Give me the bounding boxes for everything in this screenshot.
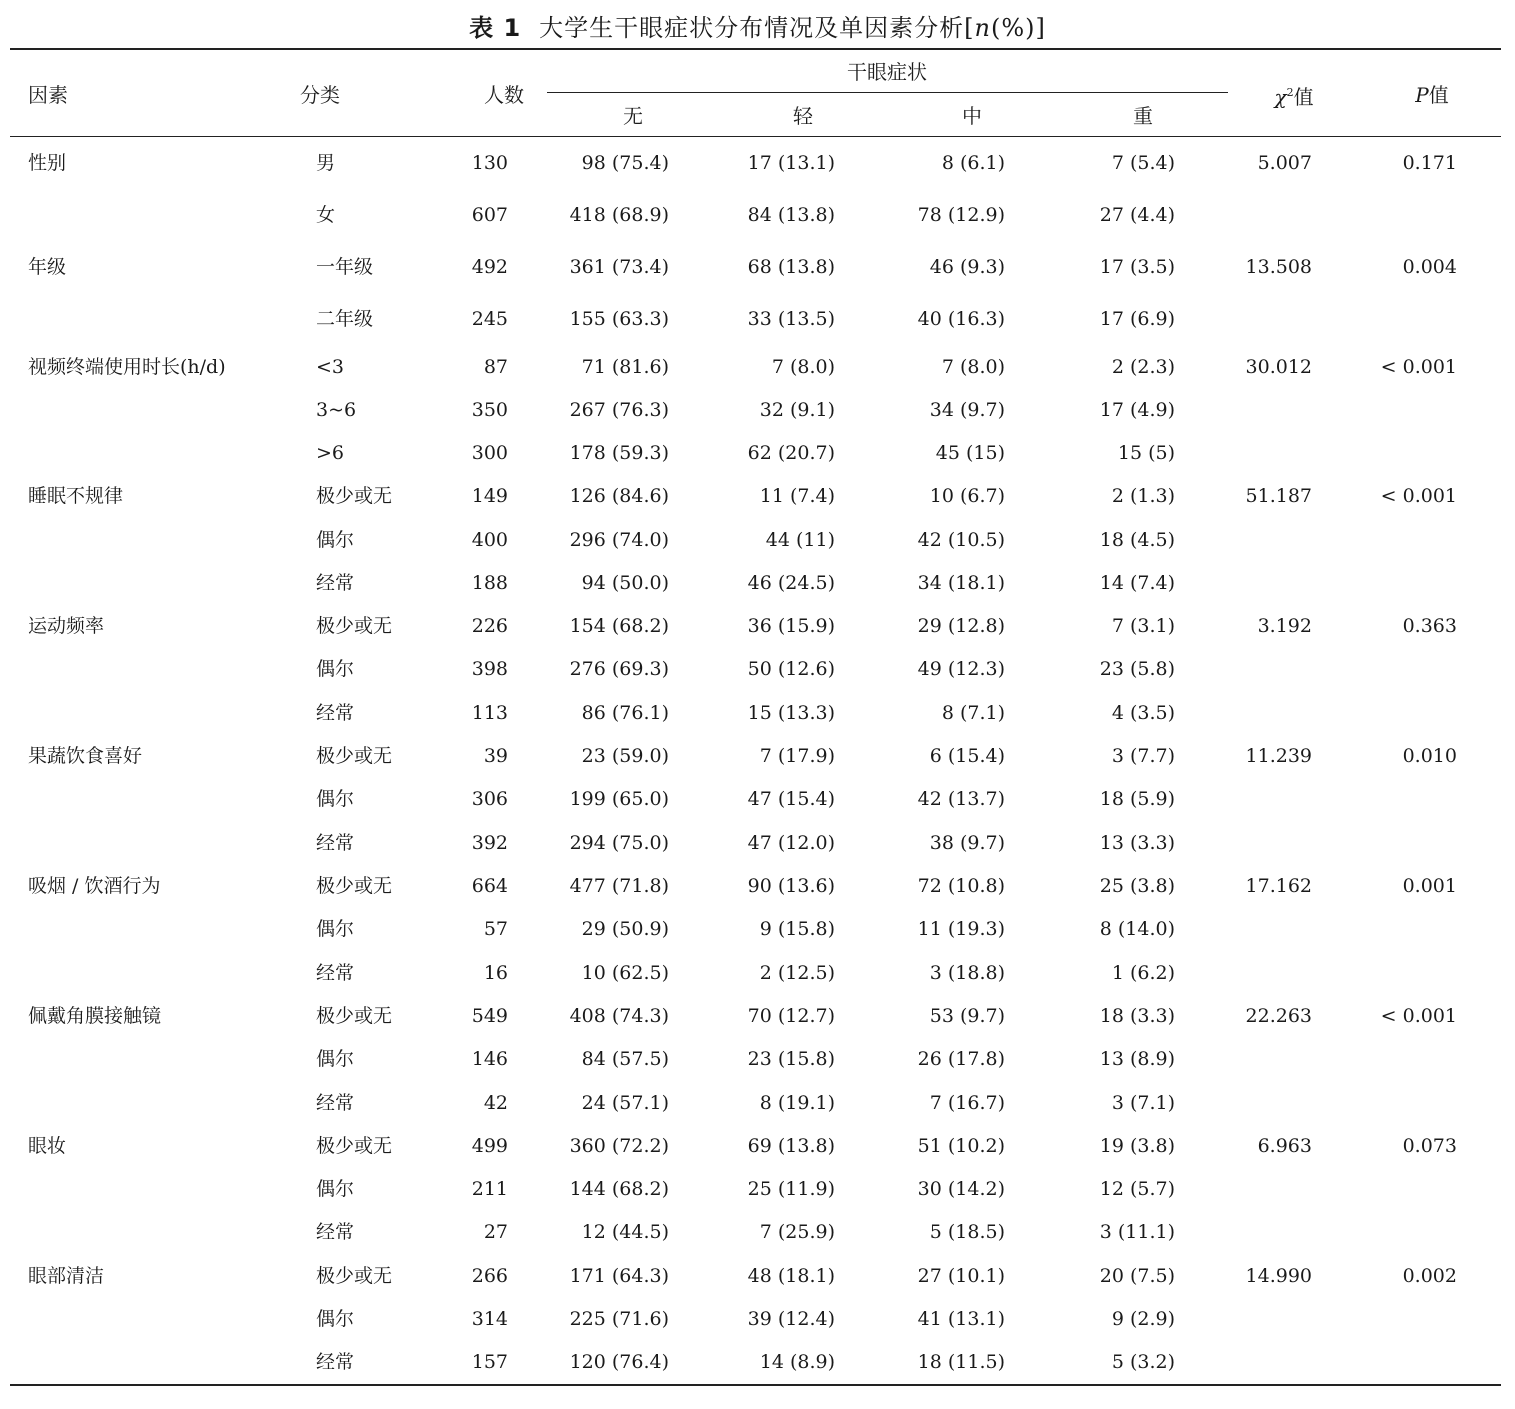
cell-mild: 44 (11) <box>765 529 835 551</box>
cell-mild: 68 (13.8) <box>747 256 835 278</box>
cell-mild: 48 (18.1) <box>747 1265 835 1287</box>
cell-moderate: 5 (18.5) <box>929 1221 1005 1243</box>
cell-count: 16 <box>483 962 508 984</box>
cell-moderate: 8 (6.1) <box>941 152 1005 174</box>
cell-severe: 27 (4.4) <box>1099 204 1175 226</box>
cell-none: 86 (76.1) <box>581 702 669 724</box>
cell-moderate: 78 (12.9) <box>917 204 1005 226</box>
cell-p: 0.171 <box>1402 152 1457 174</box>
cell-mild: 7 (25.9) <box>759 1221 835 1243</box>
bottom-rule <box>10 1384 1501 1386</box>
cell-severe: 23 (5.8) <box>1099 658 1175 680</box>
cell-none: 84 (57.5) <box>581 1048 669 1070</box>
cell-count: 226 <box>471 615 508 637</box>
cell-none: 144 (68.2) <box>569 1178 669 1200</box>
cell-category: 经常 <box>316 702 355 724</box>
cell-none: 98 (75.4) <box>581 152 669 174</box>
cell-chi2: 30.012 <box>1245 356 1312 378</box>
cell-severe: 20 (7.5) <box>1099 1265 1175 1287</box>
cell-none: 267 (76.3) <box>569 399 669 421</box>
cell-severe: 19 (3.8) <box>1099 1135 1175 1157</box>
cell-mild: 69 (13.8) <box>747 1135 835 1157</box>
cell-severe: 13 (8.9) <box>1099 1048 1175 1070</box>
cell-category: 偶尔 <box>316 529 355 551</box>
cell-moderate: 26 (17.8) <box>917 1048 1005 1070</box>
cell-none: 120 (76.4) <box>569 1351 669 1373</box>
cell-severe: 3 (11.1) <box>1099 1221 1175 1243</box>
cell-p: < 0.001 <box>1380 356 1457 378</box>
cell-count: 211 <box>471 1178 508 1200</box>
cell-severe: 17 (4.9) <box>1099 399 1175 421</box>
cell-category: 经常 <box>316 1092 355 1114</box>
header-rule <box>10 136 1501 137</box>
cell-moderate: 8 (7.1) <box>941 702 1005 724</box>
header-none: 无 <box>623 104 643 128</box>
cell-count: 42 <box>483 1092 508 1114</box>
cell-severe: 8 (14.0) <box>1099 918 1175 940</box>
cell-chi2: 17.162 <box>1245 875 1312 897</box>
cell-category: 极少或无 <box>316 1265 393 1287</box>
chi-sup: 2 <box>1286 86 1294 100</box>
cell-none: 94 (50.0) <box>581 572 669 594</box>
cell-count: 146 <box>471 1048 508 1070</box>
cell-mild: 25 (11.9) <box>747 1178 835 1200</box>
cell-factor: 运动频率 <box>28 615 105 637</box>
cell-p: 0.004 <box>1402 256 1457 278</box>
cell-category: 偶尔 <box>316 1178 355 1200</box>
table-number: 表 1 <box>469 14 522 42</box>
cell-factor: 果蔬饮食喜好 <box>28 745 143 767</box>
cell-none: 171 (64.3) <box>569 1265 669 1287</box>
cell-severe: 2 (1.3) <box>1111 485 1175 507</box>
cell-category: 偶尔 <box>316 658 355 680</box>
cell-none: 225 (71.6) <box>569 1308 669 1330</box>
cell-moderate: 40 (16.3) <box>917 308 1005 330</box>
cell-category: 女 <box>316 204 336 226</box>
cell-none: 296 (74.0) <box>569 529 669 551</box>
cell-moderate: 27 (10.1) <box>917 1265 1005 1287</box>
cell-chi2: 13.508 <box>1245 256 1312 278</box>
cell-none: 408 (74.3) <box>569 1005 669 1027</box>
cell-none: 361 (73.4) <box>569 256 669 278</box>
cell-count: 400 <box>471 529 508 551</box>
cell-moderate: 46 (9.3) <box>929 256 1005 278</box>
cell-category: >6 <box>316 442 345 464</box>
cell-category: 一年级 <box>316 256 374 278</box>
cell-count: 392 <box>471 832 508 854</box>
cell-mild: 32 (9.1) <box>759 399 835 421</box>
cell-severe: 17 (3.5) <box>1099 256 1175 278</box>
cell-p: 0.073 <box>1402 1135 1457 1157</box>
cell-count: 149 <box>471 485 508 507</box>
cell-count: 266 <box>471 1265 508 1287</box>
cell-factor: 性别 <box>28 152 67 174</box>
cell-mild: 62 (20.7) <box>747 442 835 464</box>
cell-severe: 25 (3.8) <box>1099 875 1175 897</box>
cell-severe: 4 (3.5) <box>1111 702 1175 724</box>
cell-chi2: 51.187 <box>1245 485 1312 507</box>
cell-p: 0.001 <box>1402 875 1457 897</box>
cell-count: 664 <box>471 875 508 897</box>
header-severe: 重 <box>1133 104 1153 128</box>
cell-moderate: 72 (10.8) <box>917 875 1005 897</box>
cell-category: 极少或无 <box>316 485 393 507</box>
cell-count: 499 <box>471 1135 508 1157</box>
cell-moderate: 51 (10.2) <box>917 1135 1005 1157</box>
cell-moderate: 7 (8.0) <box>941 356 1005 378</box>
cell-severe: 18 (4.5) <box>1099 529 1175 551</box>
cell-category: 极少或无 <box>316 745 393 767</box>
header-category: 分类 <box>300 83 340 107</box>
cell-mild: 11 (7.4) <box>759 485 835 507</box>
cell-severe: 1 (6.2) <box>1111 962 1175 984</box>
cell-mild: 9 (15.8) <box>759 918 835 940</box>
cell-moderate: 18 (11.5) <box>917 1351 1005 1373</box>
cell-category: 3~6 <box>316 399 357 421</box>
symptoms-subrule <box>547 92 1228 93</box>
cell-count: 130 <box>471 152 508 174</box>
chi-symbol: χ <box>1274 84 1287 109</box>
cell-mild: 36 (15.9) <box>747 615 835 637</box>
cell-none: 23 (59.0) <box>581 745 669 767</box>
cell-mild: 39 (12.4) <box>747 1308 835 1330</box>
cell-mild: 84 (13.8) <box>747 204 835 226</box>
cell-moderate: 3 (18.8) <box>929 962 1005 984</box>
cell-count: 314 <box>471 1308 508 1330</box>
cell-chi2: 3.192 <box>1257 615 1312 637</box>
cell-severe: 3 (7.1) <box>1111 1092 1175 1114</box>
cell-count: 300 <box>471 442 508 464</box>
cell-count: 157 <box>471 1351 508 1373</box>
header-p <box>1392 83 1472 107</box>
cell-category: 极少或无 <box>316 1005 393 1027</box>
cell-none: 155 (63.3) <box>569 308 669 330</box>
cell-p: < 0.001 <box>1380 485 1457 507</box>
p-symbol: P <box>1415 83 1429 107</box>
cell-none: 294 (75.0) <box>569 832 669 854</box>
cell-chi2: 5.007 <box>1257 152 1312 174</box>
cell-mild: 7 (17.9) <box>759 745 835 767</box>
cell-severe: 9 (2.9) <box>1111 1308 1175 1330</box>
cell-factor: 年级 <box>28 256 67 278</box>
cell-count: 607 <box>471 204 508 226</box>
cell-count: 245 <box>471 308 508 330</box>
cell-category: 经常 <box>316 1351 355 1373</box>
cell-mild: 15 (13.3) <box>747 702 835 724</box>
cell-severe: 5 (3.2) <box>1111 1351 1175 1373</box>
cell-moderate: 53 (9.7) <box>929 1005 1005 1027</box>
cell-category: 极少或无 <box>316 875 393 897</box>
cell-p: 0.010 <box>1402 745 1457 767</box>
cell-category: 极少或无 <box>316 1135 393 1157</box>
cell-mild: 14 (8.9) <box>759 1351 835 1373</box>
cell-category: 经常 <box>316 962 355 984</box>
cell-moderate: 10 (6.7) <box>929 485 1005 507</box>
table-title-text: 大学生干眼症状分布情况及单因素分析[ <box>539 14 975 42</box>
header-chi2 <box>1254 81 1334 109</box>
table-title-n: n <box>974 14 991 42</box>
cell-none: 418 (68.9) <box>569 204 669 226</box>
cell-factor: 视频终端使用时长(h/d) <box>28 356 226 378</box>
cell-category: 二年级 <box>316 308 374 330</box>
cell-category: 极少或无 <box>316 615 393 637</box>
cell-count: 492 <box>471 256 508 278</box>
cell-severe: 12 (5.7) <box>1099 1178 1175 1200</box>
cell-none: 154 (68.2) <box>569 615 669 637</box>
chi-suffix: 值 <box>1293 84 1314 109</box>
cell-factor: 吸烟 / 饮酒行为 <box>28 875 161 897</box>
cell-mild: 46 (24.5) <box>747 572 835 594</box>
cell-moderate: 29 (12.8) <box>917 615 1005 637</box>
cell-severe: 13 (3.3) <box>1099 832 1175 854</box>
cell-mild: 47 (12.0) <box>747 832 835 854</box>
cell-moderate: 34 (9.7) <box>929 399 1005 421</box>
cell-none: 477 (71.8) <box>569 875 669 897</box>
cell-count: 188 <box>471 572 508 594</box>
cell-moderate: 41 (13.1) <box>917 1308 1005 1330</box>
cell-moderate: 6 (15.4) <box>929 745 1005 767</box>
cell-factor: 佩戴角膜接触镜 <box>28 1005 162 1027</box>
cell-p: 0.002 <box>1402 1265 1457 1287</box>
cell-moderate: 42 (13.7) <box>917 788 1005 810</box>
header-moderate: 中 <box>962 104 982 128</box>
cell-mild: 2 (12.5) <box>759 962 835 984</box>
header-count: 人数 <box>484 83 524 107</box>
cell-moderate: 49 (12.3) <box>917 658 1005 680</box>
cell-chi2: 6.963 <box>1257 1135 1312 1157</box>
cell-category: 经常 <box>316 1221 355 1243</box>
cell-count: 27 <box>483 1221 508 1243</box>
cell-category: 经常 <box>316 572 355 594</box>
cell-none: 178 (59.3) <box>569 442 669 464</box>
cell-mild: 17 (13.1) <box>747 152 835 174</box>
cell-mild: 70 (12.7) <box>747 1005 835 1027</box>
cell-category: 偶尔 <box>316 918 355 940</box>
cell-none: 10 (62.5) <box>581 962 669 984</box>
cell-severe: 18 (5.9) <box>1099 788 1175 810</box>
cell-moderate: 7 (16.7) <box>929 1092 1005 1114</box>
cell-count: 398 <box>471 658 508 680</box>
cell-none: 29 (50.9) <box>581 918 669 940</box>
cell-chi2: 14.990 <box>1245 1265 1312 1287</box>
header-symptoms: 干眼症状 <box>847 60 927 84</box>
cell-mild: 23 (15.8) <box>747 1048 835 1070</box>
cell-none: 12 (44.5) <box>581 1221 669 1243</box>
cell-none: 126 (84.6) <box>569 485 669 507</box>
table-title-percent: (%)] <box>991 14 1046 42</box>
cell-severe: 7 (5.4) <box>1111 152 1175 174</box>
cell-factor: 眼妆 <box>28 1135 67 1157</box>
cell-category: 男 <box>316 152 336 174</box>
cell-category: 偶尔 <box>316 1308 355 1330</box>
cell-mild: 90 (13.6) <box>747 875 835 897</box>
cell-severe: 18 (3.3) <box>1099 1005 1175 1027</box>
p-suffix: 值 <box>1428 83 1449 107</box>
cell-count: 549 <box>471 1005 508 1027</box>
cell-none: 71 (81.6) <box>581 356 669 378</box>
cell-category: <3 <box>316 356 345 378</box>
cell-count: 350 <box>471 399 508 421</box>
cell-count: 306 <box>471 788 508 810</box>
cell-none: 360 (72.2) <box>569 1135 669 1157</box>
header-factor: 因素 <box>28 83 68 107</box>
cell-category: 偶尔 <box>316 788 355 810</box>
cell-severe: 7 (3.1) <box>1111 615 1175 637</box>
cell-category: 经常 <box>316 832 355 854</box>
cell-count: 87 <box>483 356 508 378</box>
cell-p: 0.363 <box>1402 615 1457 637</box>
cell-moderate: 45 (15) <box>935 442 1005 464</box>
header-mild: 轻 <box>793 104 813 128</box>
cell-moderate: 42 (10.5) <box>917 529 1005 551</box>
cell-factor: 睡眠不规律 <box>28 485 124 507</box>
cell-p: < 0.001 <box>1380 1005 1457 1027</box>
cell-severe: 17 (6.9) <box>1099 308 1175 330</box>
cell-severe: 15 (5) <box>1117 442 1175 464</box>
cell-count: 39 <box>483 745 508 767</box>
cell-none: 199 (65.0) <box>569 788 669 810</box>
cell-factor: 眼部清洁 <box>28 1265 105 1287</box>
cell-severe: 3 (7.7) <box>1111 745 1175 767</box>
cell-moderate: 38 (9.7) <box>929 832 1005 854</box>
cell-moderate: 34 (18.1) <box>917 572 1005 594</box>
cell-chi2: 11.239 <box>1245 745 1312 767</box>
top-rule <box>10 48 1501 50</box>
cell-mild: 47 (15.4) <box>747 788 835 810</box>
cell-chi2: 22.263 <box>1245 1005 1312 1027</box>
cell-mild: 33 (13.5) <box>747 308 835 330</box>
cell-category: 偶尔 <box>316 1048 355 1070</box>
cell-moderate: 30 (14.2) <box>917 1178 1005 1200</box>
cell-severe: 14 (7.4) <box>1099 572 1175 594</box>
cell-mild: 8 (19.1) <box>759 1092 835 1114</box>
cell-none: 276 (69.3) <box>569 658 669 680</box>
cell-count: 57 <box>483 918 508 940</box>
cell-count: 113 <box>471 702 508 724</box>
table-title <box>0 8 1515 43</box>
cell-severe: 2 (2.3) <box>1111 356 1175 378</box>
cell-none: 24 (57.1) <box>581 1092 669 1114</box>
cell-mild: 50 (12.6) <box>747 658 835 680</box>
cell-mild: 7 (8.0) <box>771 356 835 378</box>
cell-moderate: 11 (19.3) <box>917 918 1005 940</box>
